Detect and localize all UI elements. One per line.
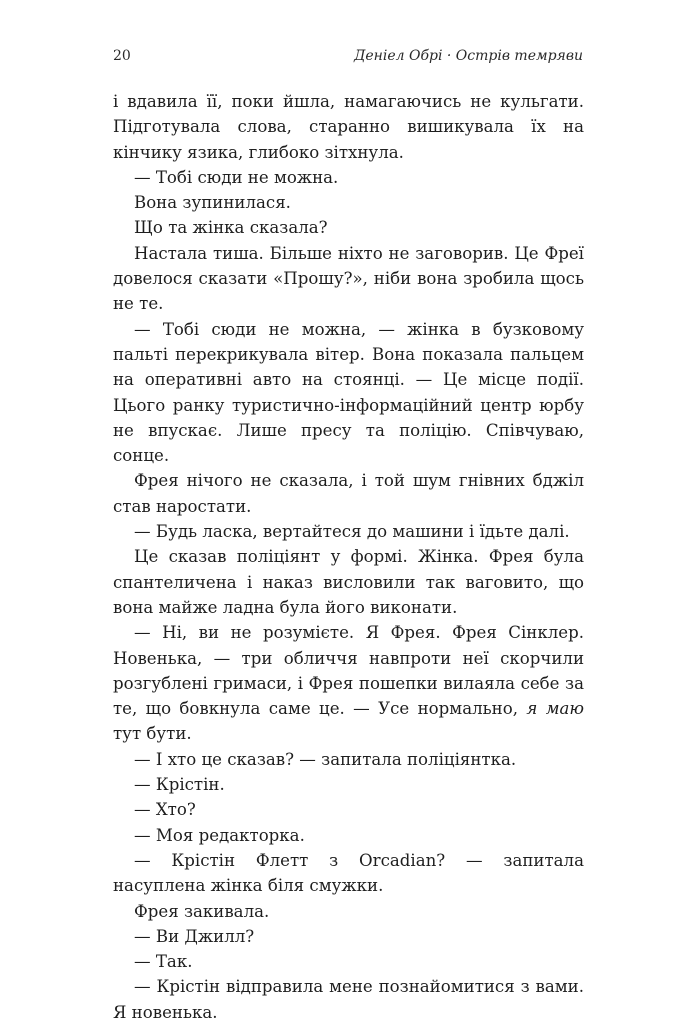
dialogue-line	[113, 620, 584, 746]
running-head: Деніел Обрі · Острів темряви	[353, 48, 583, 64]
dialogue-line: — Крістін Флетт з Orcadian? — запитала насуплена жінка біля смужки.	[113, 850, 584, 896]
emphasis-text: я	[526, 699, 538, 719]
text-run: тут бути.	[113, 724, 192, 744]
paragraph: Фрея нічого не сказала, і той шум гнівних бджіл став наростати.	[113, 471, 584, 516]
dialogue-line: — Ви Джилл?	[134, 926, 255, 946]
page-number: 20	[113, 48, 131, 64]
text-run	[537, 699, 545, 718]
dialogue-line: — Так.	[134, 952, 193, 972]
dialogue-line: — Хто?	[134, 800, 196, 820]
emphasis-text: маю	[545, 699, 584, 719]
dialogue-line: — І хто це сказав? — запитала поліціянтка.	[134, 749, 517, 769]
paragraph: Що та жінка сказала?	[134, 218, 328, 238]
dialogue-line: — Моя редакторка.	[134, 825, 305, 845]
text-run: — Ні, ви не розумієте. Я Фрея. Фрея Сінклер. Новенька, — три обличчя навпроти неї скорчили розгублені гримаси, і Фрея пошепки вилаяла себе за те, що бовкнула саме це. — Усе нормально,	[113, 623, 584, 719]
paragraph: Вона зупинилася.	[134, 193, 291, 213]
body-text	[113, 89, 584, 1025]
dialogue-line: — Тобі сюди не можна, — жінка в бузковому пальті перекрикувала вітер. Вона показала пальцем на оперативні авто на стоянці. — Це місце події. Цього ранку туристично-інформаційний центр юрбу не впускає. Лише пресу та поліцію. Співчуваю, сонце.	[113, 319, 584, 466]
paragraph: Фрея закивала.	[134, 901, 270, 921]
dialogue-line: — Будь ласка, вертайтеся до машини і їдьте далі.	[134, 522, 570, 542]
paragraph: і вдавила її, поки йшла, намагаючись не кульгати. Підготувала слова, старанно вишикувала їх на кінчику язика, глибоко зітхнула.	[113, 92, 584, 162]
paragraph: Настала тиша. Більше ніхто не заговорив. Це Фреї довелося сказати «Прошу?», ніби вона зробила щось не те.	[113, 243, 584, 314]
dialogue-line: — Тобі сюди не можна.	[134, 167, 339, 187]
paragraph: Це сказав поліціянт у формі. Жінка. Фрея була спантеличена і наказ висловили так ваговито, що вона майже ладна була його виконати.	[113, 547, 584, 617]
dialogue-line: — Крістін.	[134, 775, 225, 795]
page-header	[113, 48, 583, 70]
dialogue-line: — Крістін відправила мене познайомитися з вами. Я новенька.	[113, 977, 584, 1022]
